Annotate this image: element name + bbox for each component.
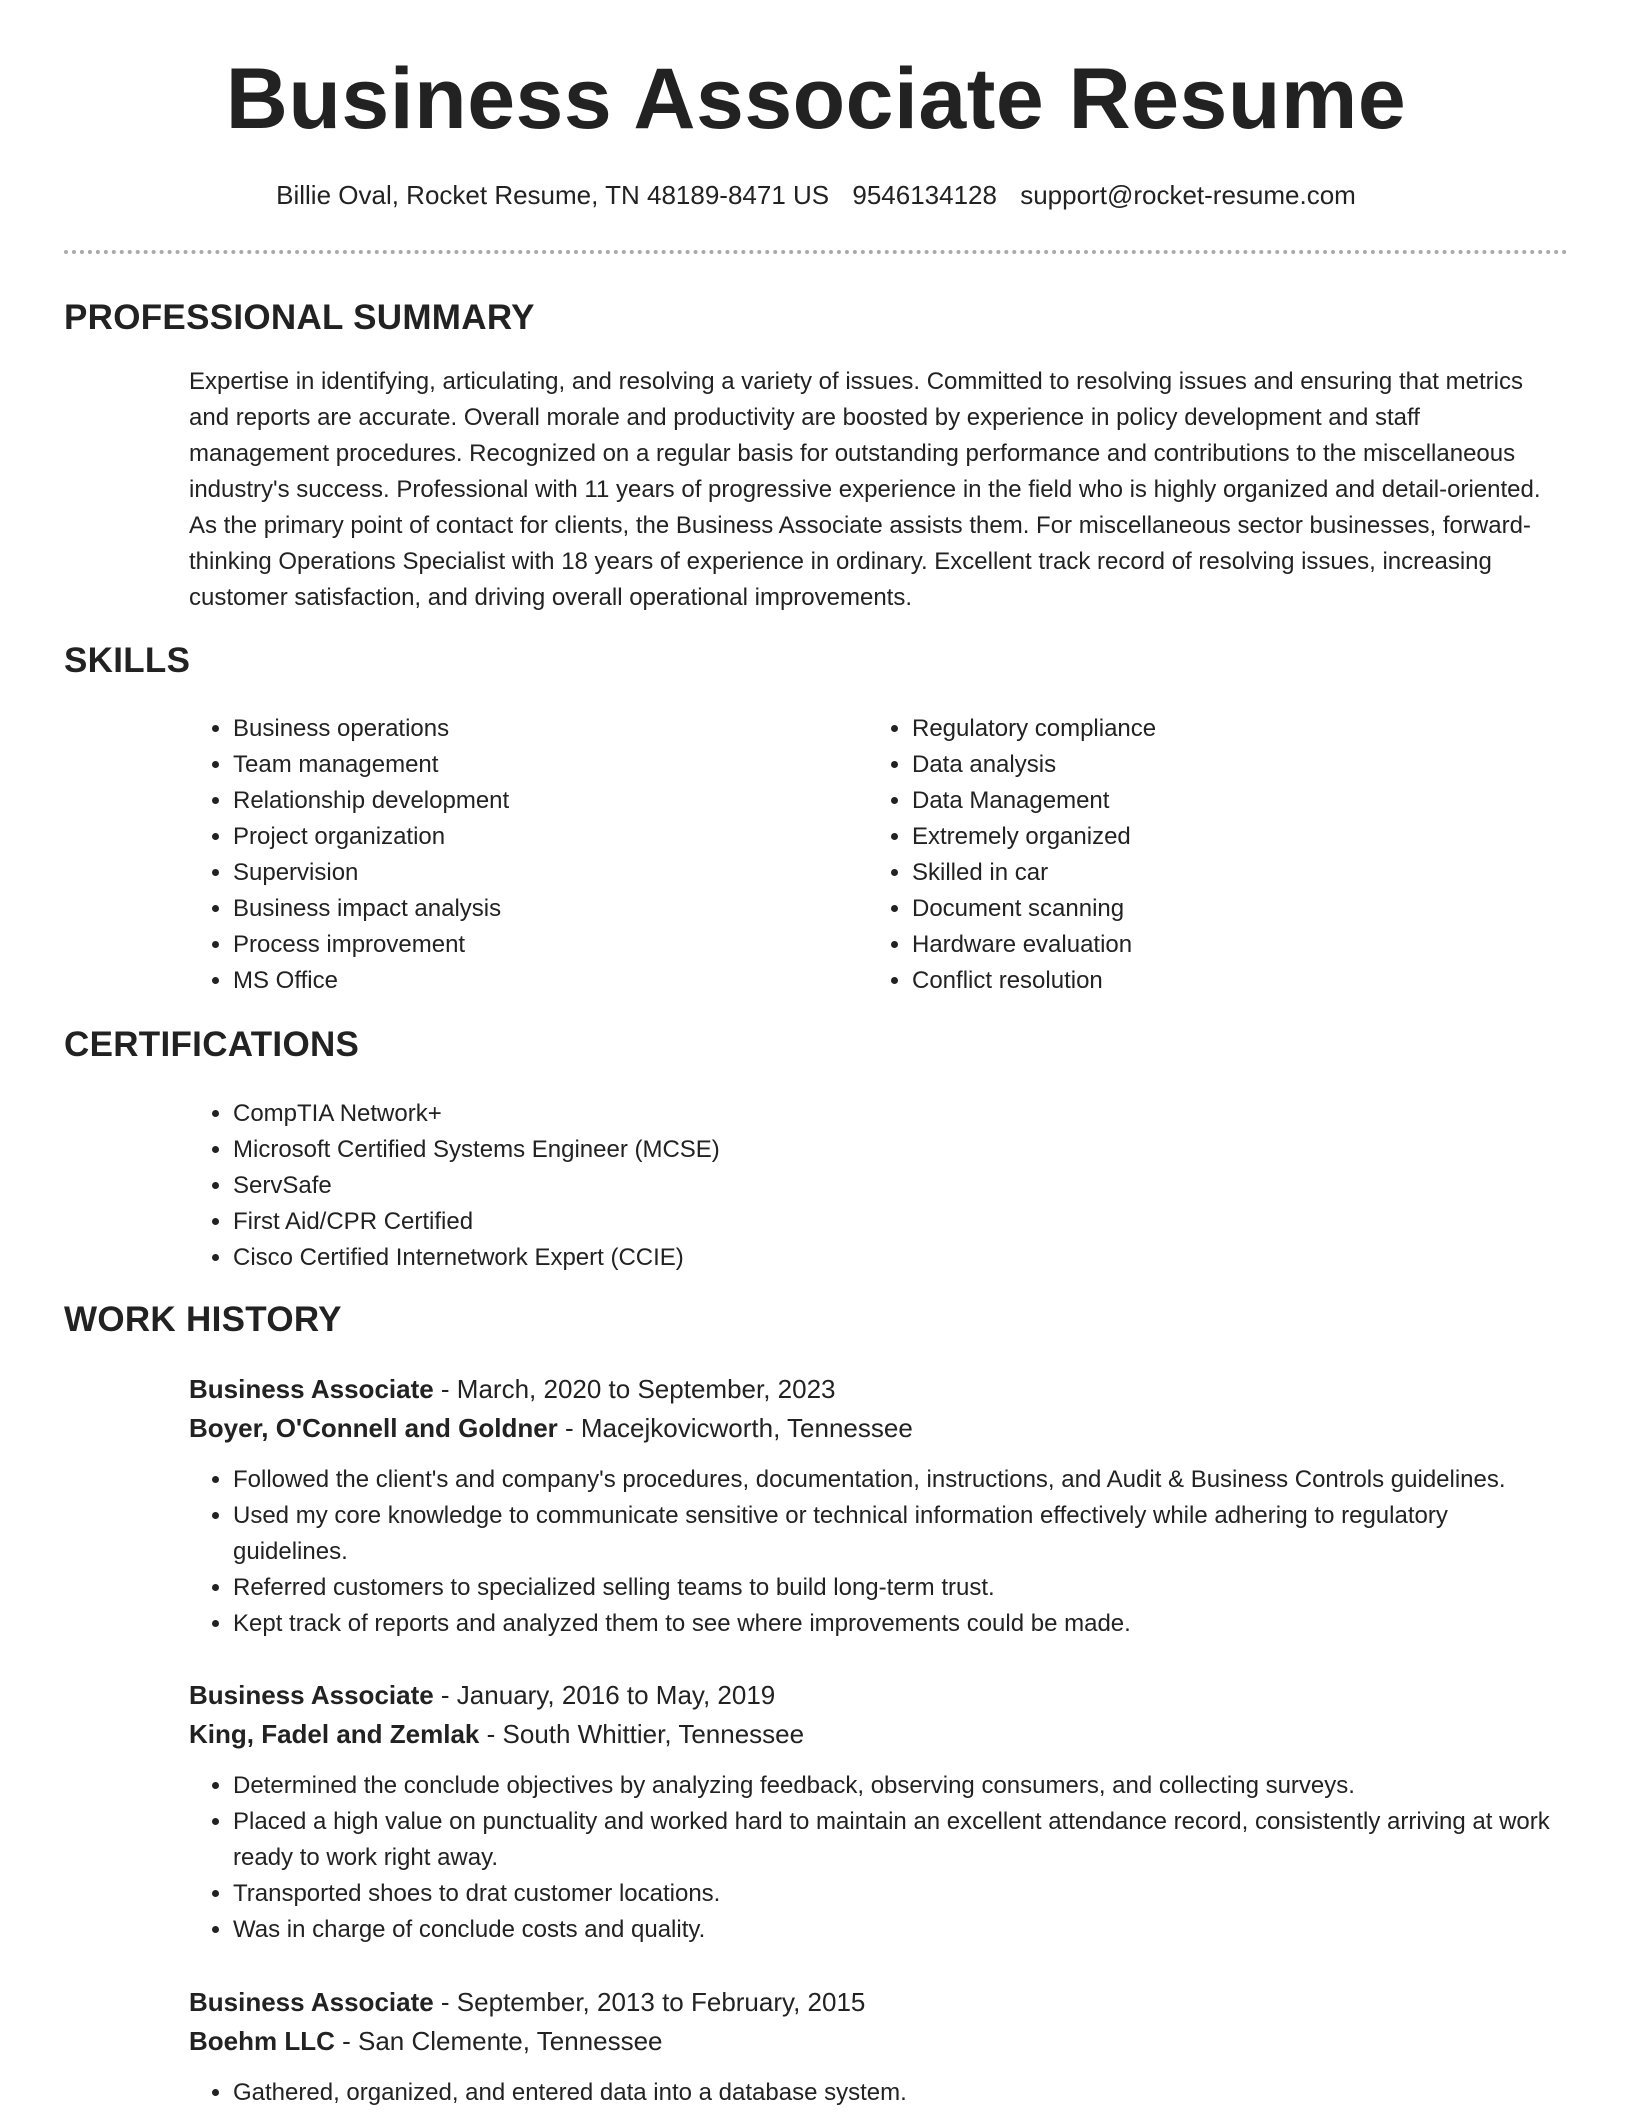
contact-line bbox=[0, 180, 1632, 211]
job-title-line bbox=[189, 1676, 1569, 1715]
skill-item: • Regulatory compliance bbox=[912, 711, 1508, 747]
summary-text: Expertise in identifying, articulating, and resolving a variety of issues. Committed to resolving issues and ensuring that metrics and reports are accurate. Overall morale and productivity are boosted by experience in policy development and staff management procedures. Recognized on a regular basis for outstanding performance and contributions to the miscellaneous industry's success. Professional with 11 years of progressive experience in the field who is highly organized and detail-oriented. As the primary point of contact for clients, the Business Associate assists them. For miscellaneous sector businesses, forward-thinking Operations Specialist with 18 years of experience in ordinary. Excellent track record of resolving issues, increasing customer satisfaction, and driving overall operational improvements. bbox=[189, 368, 1541, 611]
job-title-line bbox=[189, 1983, 1569, 2022]
skill-item: • Relationship development bbox=[233, 783, 829, 819]
certification-item: • Microsoft Certified Systems Engineer (MCSE) bbox=[233, 1132, 1489, 1168]
certification-item: • First Aid/CPR Certified bbox=[233, 1204, 1489, 1240]
job-entry bbox=[189, 1370, 1569, 1642]
job-bullet: • Referred customers to specialized selling teams to build long-term trust. bbox=[233, 1570, 1569, 1606]
certification-item: • Cisco Certified Internetwork Expert (CCIE) bbox=[233, 1240, 1489, 1276]
job-dates: - January, 2016 to May, 2019 bbox=[433, 1680, 776, 1710]
skill-item: • Extremely organized bbox=[912, 819, 1508, 855]
job-entry bbox=[189, 1676, 1569, 1948]
job-company-line bbox=[189, 1409, 1569, 1448]
header-divider bbox=[64, 250, 1568, 254]
skill-item: • Document scanning bbox=[912, 891, 1508, 927]
skill-item: • Project organization bbox=[233, 819, 829, 855]
job-bullets bbox=[189, 1768, 1569, 1948]
skill-item: • Business operations bbox=[233, 711, 829, 747]
job-bullet: • Transported shoes to drat customer locations. bbox=[233, 1876, 1569, 1912]
skill-item: • Business impact analysis bbox=[233, 891, 829, 927]
skill-item: • Conflict resolution bbox=[912, 963, 1508, 999]
job-company-line bbox=[189, 1715, 1569, 1754]
skill-item: • Data analysis bbox=[912, 747, 1508, 783]
job-dates: - September, 2013 to February, 2015 bbox=[433, 1987, 866, 2017]
contact-email: support@rocket-resume.com bbox=[1020, 180, 1356, 210]
section-heading-summary: PROFESSIONAL SUMMARY bbox=[64, 298, 535, 337]
certifications-list bbox=[189, 1096, 1489, 1276]
job-bullet: • Placed a high value on punctuality and worked hard to maintain an excellent attendance record, consistently arriving at work ready to work right away. bbox=[233, 1804, 1569, 1876]
skill-item: • Process improvement bbox=[233, 927, 829, 963]
skill-item: • Hardware evaluation bbox=[912, 927, 1508, 963]
job-dates: - March, 2020 to September, 2023 bbox=[433, 1374, 836, 1404]
job-bullet: • Gathered, organized, and entered data into a database system. bbox=[233, 2075, 1569, 2111]
job-bullet: • Was in charge of conclude costs and quality. bbox=[233, 1912, 1569, 1948]
skills-column-right bbox=[868, 711, 1508, 999]
skill-item: • Data Management bbox=[912, 783, 1508, 819]
skills-column-left bbox=[189, 711, 829, 999]
job-bullet: • Kept track of reports and analyzed them to see where improvements could be made. bbox=[233, 1606, 1569, 1642]
job-title-line bbox=[189, 1370, 1569, 1409]
skill-item: • Skilled in car bbox=[912, 855, 1508, 891]
job-bullet: • Followed the client's and company's procedures, documentation, instructions, and Audit & Business Controls guidelines. bbox=[233, 1462, 1569, 1498]
job-company: Boyer, O'Connell and Goldner bbox=[189, 1413, 558, 1443]
skill-item: • MS Office bbox=[233, 963, 829, 999]
certification-item: • ServSafe bbox=[233, 1168, 1489, 1204]
section-heading-certifications: CERTIFICATIONS bbox=[64, 1025, 360, 1064]
skill-item: • Supervision bbox=[233, 855, 829, 891]
job-entry bbox=[189, 1983, 1569, 2111]
job-location: - South Whittier, Tennessee bbox=[479, 1719, 805, 1749]
page-title: Business Associate Resume bbox=[225, 51, 1407, 147]
skill-item: • Team management bbox=[233, 747, 829, 783]
job-company: King, Fadel and Zemlak bbox=[189, 1719, 480, 1749]
job-bullets bbox=[189, 1462, 1569, 1642]
job-title: Business Associate bbox=[189, 1374, 434, 1404]
job-location: - San Clemente, Tennessee bbox=[334, 2026, 663, 2056]
section-heading-work-history: WORK HISTORY bbox=[64, 1300, 342, 1339]
job-location: - Macejkovicworth, Tennessee bbox=[557, 1413, 913, 1443]
job-company-line bbox=[189, 2022, 1569, 2061]
job-title: Business Associate bbox=[189, 1680, 434, 1710]
job-bullet: • Used my core knowledge to communicate sensitive or technical information effectively while adhering to regulatory guidelines. bbox=[233, 1498, 1569, 1570]
contact-phone: 9546134128 bbox=[852, 180, 997, 210]
job-company: Boehm LLC bbox=[189, 2026, 335, 2056]
certification-item: • CompTIA Network+ bbox=[233, 1096, 1489, 1132]
job-bullet: • Determined the conclude objectives by analyzing feedback, observing consumers, and collecting surveys. bbox=[233, 1768, 1569, 1804]
section-heading-skills: SKILLS bbox=[64, 641, 191, 680]
contact-address: Billie Oval, Rocket Resume, TN 48189-8471 US bbox=[276, 180, 830, 210]
job-bullets bbox=[189, 2075, 1569, 2111]
job-title: Business Associate bbox=[189, 1987, 434, 2017]
